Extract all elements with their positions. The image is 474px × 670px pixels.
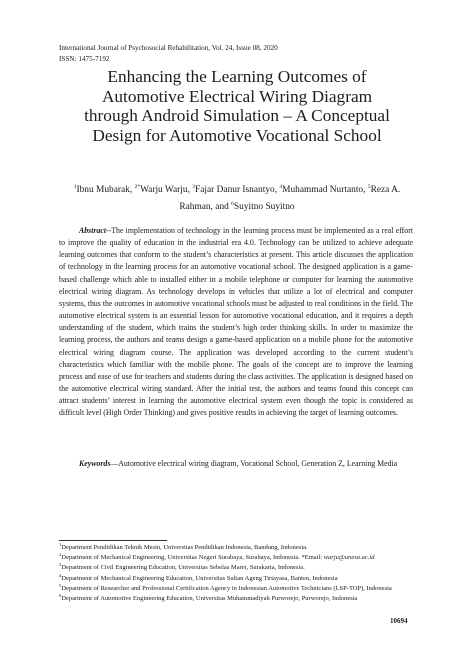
- author-name: Ibnu Mubarak,: [76, 185, 133, 195]
- keywords-text: —Automotive electrical wiring diagram, Vocational School, Generation Z, Learning Media: [110, 459, 398, 468]
- footnote-mark: 2: [59, 552, 62, 558]
- title-line-1: Enhancing the Learning Outcomes of: [107, 67, 367, 86]
- author-name: Fajar Danur Isnantyo,: [195, 185, 278, 195]
- footnotes: [59, 543, 439, 604]
- footnote-mark: 6: [59, 592, 62, 598]
- abstract: [59, 225, 413, 420]
- author-list: [56, 182, 418, 215]
- footnote: [59, 584, 439, 594]
- paper-title: [40, 67, 434, 145]
- journal-issn: ISSN: 1475-7192: [59, 55, 110, 63]
- author-mark: 3: [192, 183, 196, 190]
- footnote-mark: 1: [59, 541, 62, 547]
- author-name: Reza A. Rahman, and: [179, 185, 401, 212]
- footnote: [59, 543, 439, 553]
- keywords-label: Keywords: [79, 459, 111, 468]
- footnote-text: Department of Researcher and Professional Certification Agency in Indonesian Automotive Technicians (LSP-TOP), Indonesia: [61, 584, 392, 592]
- abstract-text: The implementation of technology in the learning process must be implemented as a real effort to improve the quality of education in the industrial era 4.0. Technology can be utilized to achieve adequate learning outcomes that conform to the student’s characteristics at present. This article discusses the application of technology in the learning process for an automotive vocational school. The designed application is a game-based challenge which able to installed either in a mobile telephone or computer for learning the automotive electrical wiring diagram. As technology develops in vehicles that utilize a lot of electrical and computer systems, thus the outcomes in automotive vocational schools must be adjusted to real conditions in the field. The automotive electrical system is an essential lesson for automotive vocational education, and it requires a depth understanding of the student, which trains the student’s high order thinking skills. In order to maximize the learning process, the authors and teams design a game-based application on a mobile phone for the automotive electrical wiring diagram course. The application was developed according to the current student’s characteristics which familiar with the mobile phone. The goals of the concept are to improve the learning process and ease of use for teachers and students during the class activities. The application is designed based on the automotive electrical wiring standard. After the initial test, the authors and teams found this concept can attract students’ interest in learning the automotive electrical system even though the topic is considered as difficult level (High Order Thinking) and gives positive results in achieving the target of learning outcomes.: [59, 226, 413, 418]
- author-line-1: [56, 182, 418, 215]
- keywords: [59, 458, 413, 470]
- email-link[interactable]: warju@unesa.ac.id: [323, 554, 375, 562]
- footnote-mark: 4: [59, 572, 62, 578]
- author-mark: 6: [231, 200, 234, 207]
- abstract-label: Abstract--: [79, 226, 112, 235]
- footnote: [59, 553, 439, 563]
- footnote-text: Department Pendidikan Teknik Mesin, Universitas Pendidikan Indonesia, Bandung, Indonesia.: [61, 544, 308, 551]
- author-mark: 2*: [134, 183, 141, 190]
- author-mark: 5: [367, 183, 371, 190]
- footnote-text: Department of Civil Engineering Education, Universitas Sebelas Maret, Surakarta, Indonesia.: [61, 564, 305, 572]
- footnote: [59, 563, 439, 573]
- author-name: Warju Warju,: [140, 185, 190, 195]
- author-name: Muhammad Nurtanto,: [282, 185, 366, 195]
- page-number: 10694: [390, 617, 408, 625]
- author-name: Suyitno Suyitno: [233, 201, 295, 212]
- footnote-divider: [59, 540, 167, 541]
- author-mark: 4: [279, 183, 283, 190]
- footnote: [59, 594, 439, 604]
- footnote-text: Department of Automotive Engineering Education, Universitas Muhammadiyah Purworejo, Purworejo, Indonesia: [61, 595, 358, 603]
- title-line-3: through Android Simulation – A Conceptual: [84, 106, 390, 126]
- journal-citation: International Journal of Psychosocial Rehabilitation, Vol. 24, Issue 08, 2020: [59, 44, 278, 52]
- footnote-mark: 5: [59, 582, 62, 588]
- footnote-text: Department of Mechanical Engineering, Universitas Negeri Surabaya, Surabaya, Indonesia. *Email:: [61, 554, 324, 562]
- title-line-2: Automotive Electrical Wiring Diagram: [101, 86, 373, 106]
- footnote: [59, 574, 439, 584]
- title-line-4: Design for Automotive Vocational School: [92, 125, 382, 145]
- journal-header: [59, 43, 278, 65]
- footnote-text: Department of Mechanical Engineering Education, Universitas Sultan Ageng Tirtayasa, Banten, Indonesia: [61, 574, 338, 582]
- author-mark: 1: [73, 183, 77, 190]
- footnote-mark: 3: [59, 562, 62, 568]
